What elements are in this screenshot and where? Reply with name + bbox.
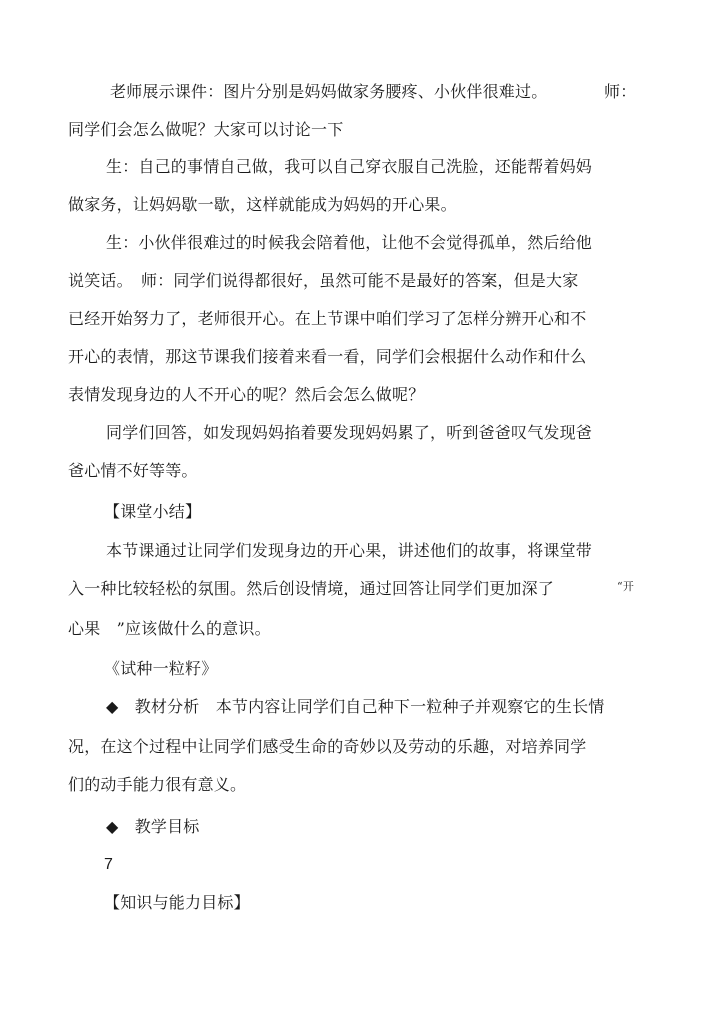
paragraph-line: 心果 ”应该做什么的意识。	[68, 619, 271, 638]
section-heading: 【知识与能力目标】	[104, 893, 250, 912]
lesson-title: 《试种一粒籽》	[104, 659, 218, 678]
section-heading: 【课堂小结】	[104, 502, 202, 521]
paragraph-line: 表情发现身边的人不开心的呢？然后会怎么做呢？	[68, 385, 425, 404]
paragraph-line: 爸心情不好等等。	[68, 461, 198, 480]
section-heading: ◆ 教学目标	[106, 817, 200, 836]
paragraph-line: 说笑话。 师：同学们说得都很好，虽然可能不是最好的答案，但是大家	[68, 271, 579, 290]
paragraph-line: 同学们回答，如发现妈妈掐着要发现妈妈累了，听到爸爸叹气发现爸	[106, 423, 593, 442]
paragraph-line: 们的动手能力很有意义。	[68, 775, 247, 794]
page-number: 7	[104, 856, 114, 873]
paragraph-line: 开心的表情，那这节课我们接着来看一看，同学们会根据什么动作和什么	[68, 347, 587, 366]
paragraph-line: 已经开始努力了，老师很开心。在上节课中咱们学习了怎样分辨开心和不	[68, 309, 587, 328]
paragraph-line: 做家务，让妈妈歇一歇，这样就能成为妈妈的开心果。	[68, 195, 457, 214]
quote-fragment: “开	[617, 580, 635, 593]
paragraph-line: 生：自己的事情自己做，我可以自己穿衣服自己洗脸，还能帮着妈妈	[106, 157, 593, 176]
paragraph-line: 师：	[604, 82, 637, 101]
paragraph-line: 况，在这个过程中让同学们感受生命的奇妙以及劳动的乐趣，对培养同学	[68, 737, 587, 756]
paragraph-line: 生：小伙伴很难过的时候我会陪着他，让他不会觉得孤单，然后给他	[106, 233, 593, 252]
paragraph-line: ◆ 教材分析 本节内容让同学们自己种下一粒种子并观察它的生长情	[106, 697, 605, 716]
paragraph-line: 同学们会怎么做呢？大家可以讨论一下	[68, 120, 344, 139]
paragraph-line: 老师展示课件：图片分别是妈妈做家务腰疼、小伙伴很难过。	[110, 82, 548, 101]
paragraph-line: 入一种比较轻松的氛围。然后创设情境，通过回答让同学们更加深了	[68, 579, 555, 598]
paragraph-line: 本节课通过让同学们发现身边的开心果，讲述他们的故事，将课堂带	[106, 541, 593, 560]
